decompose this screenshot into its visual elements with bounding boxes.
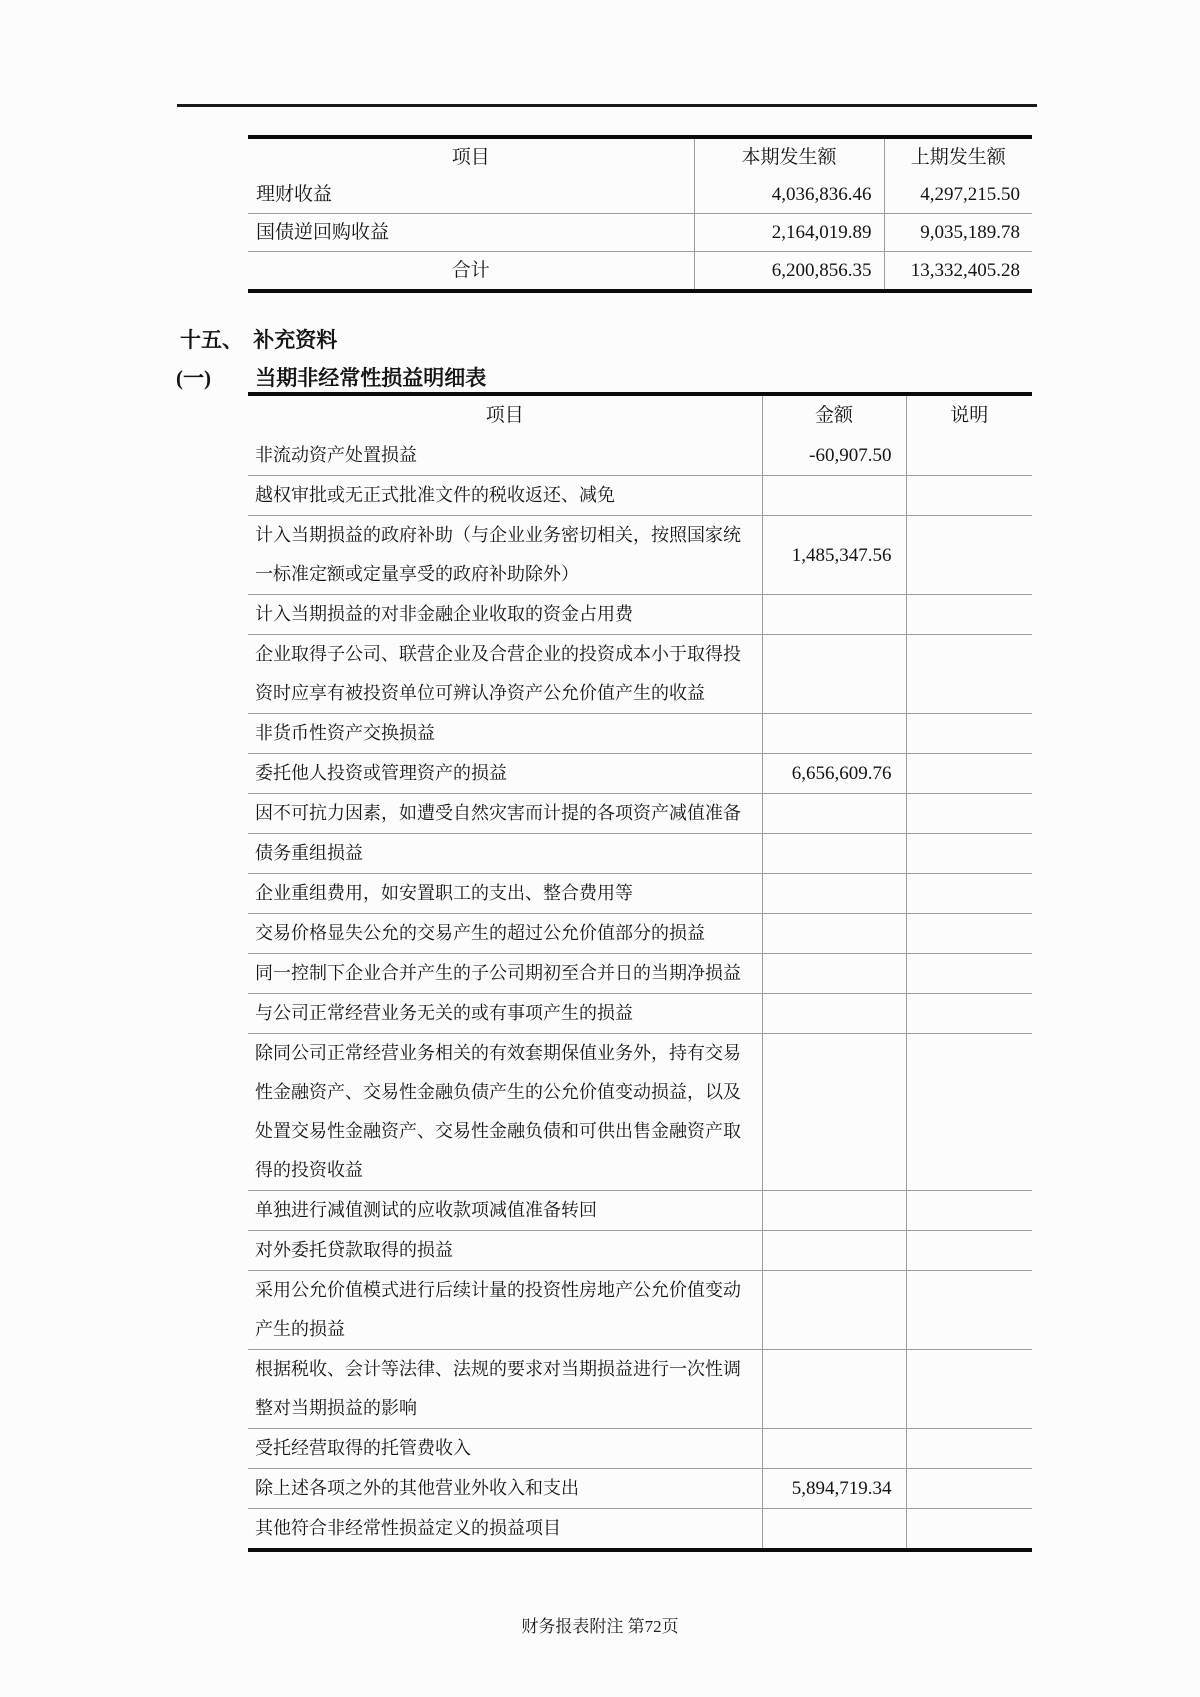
note-cell — [906, 1034, 1032, 1191]
current-amount-cell: 6,200,856.35 — [694, 252, 884, 292]
income-summary-table — [248, 135, 1032, 293]
note-cell — [906, 914, 1032, 954]
amount-cell — [762, 1429, 906, 1469]
amount-cell — [762, 874, 906, 914]
amount-cell — [762, 794, 906, 834]
note-cell — [906, 476, 1032, 516]
table-header-row — [248, 394, 1032, 436]
note-cell — [906, 1509, 1032, 1551]
item-cell: 除上述各项之外的其他营业外收入和支出 — [248, 1469, 762, 1509]
amount-cell — [762, 1034, 906, 1191]
item-cell: 同一控制下企业合并产生的子公司期初至合并日的当期净损益 — [248, 954, 762, 994]
note-cell — [906, 1191, 1032, 1231]
note-cell — [906, 436, 1032, 476]
note-cell — [906, 874, 1032, 914]
subsection-number: (一) — [176, 366, 211, 390]
item-cell: 理财收益 — [248, 176, 694, 214]
note-cell — [906, 714, 1032, 754]
item-cell: 非流动资产处置损益 — [248, 436, 762, 476]
section-title: 补充资料 — [253, 328, 338, 352]
table-row — [248, 1034, 1032, 1191]
table-row — [248, 954, 1032, 994]
table-row — [248, 595, 1032, 635]
amount-cell: 5,894,719.34 — [762, 1469, 906, 1509]
table-header-row — [248, 137, 1032, 176]
amount-cell — [762, 834, 906, 874]
item-cell: 非货币性资产交换损益 — [248, 714, 762, 754]
item-cell: 与公司正常经营业务无关的或有事项产生的损益 — [248, 994, 762, 1034]
table-row — [248, 214, 1032, 252]
table-row — [248, 252, 1032, 292]
item-cell: 越权审批或无正式批准文件的税收返还、减免 — [248, 476, 762, 516]
amount-cell — [762, 914, 906, 954]
prior-amount-cell: 9,035,189.78 — [920, 222, 1020, 243]
table-row — [248, 476, 1032, 516]
amount-cell — [762, 1231, 906, 1271]
item-cell: 计入当期损益的政府补助（与企业业务密切相关，按照国家统一标准定额或定量享受的政府补助除外） — [248, 516, 762, 595]
item-cell: 债务重组损益 — [248, 834, 762, 874]
item-cell: 其他符合非经常性损益定义的损益项目 — [248, 1509, 762, 1551]
amount-cell — [762, 994, 906, 1034]
amount-cell — [762, 476, 906, 516]
item-cell: 根据税收、会计等法律、法规的要求对当期损益进行一次性调整对当期损益的影响 — [248, 1350, 762, 1429]
table-row — [248, 1350, 1032, 1429]
subsection-heading — [176, 364, 486, 392]
item-cell: 委托他人投资或管理资产的损益 — [248, 754, 762, 794]
item-cell: 交易价格显失公允的交易产生的超过公允价值部分的损益 — [248, 914, 762, 954]
prior-amount-cell: 4,297,215.50 — [920, 184, 1020, 205]
amount-cell: 6,656,609.76 — [762, 754, 906, 794]
amount-cell — [762, 1509, 906, 1551]
item-cell: 因不可抗力因素，如遭受自然灾害而计提的各项资产减值准备 — [248, 794, 762, 834]
column-header-current: 本期发生额 — [694, 137, 884, 176]
note-cell — [906, 754, 1032, 794]
section-heading — [180, 326, 337, 354]
table-row — [248, 1191, 1032, 1231]
amount-cell — [762, 954, 906, 994]
table-row — [248, 794, 1032, 834]
table-row — [248, 994, 1032, 1034]
column-header-note: 说明 — [950, 405, 989, 426]
table-row — [248, 874, 1032, 914]
column-header-item: 项目 — [248, 394, 762, 436]
table-row — [248, 1231, 1032, 1271]
note-cell — [906, 1350, 1032, 1429]
note-cell — [906, 1429, 1032, 1469]
note-cell — [906, 794, 1032, 834]
current-amount-cell: 2,164,019.89 — [694, 214, 884, 252]
item-cell: 计入当期损益的对非金融企业收取的资金占用费 — [248, 595, 762, 635]
page-footer: 财务报表附注 第72页 — [521, 1617, 679, 1636]
table-row — [248, 1271, 1032, 1350]
item-cell: 对外委托贷款取得的损益 — [248, 1231, 762, 1271]
column-header-amount: 金额 — [762, 394, 906, 436]
column-header-prior: 上期发生额 — [910, 147, 1006, 168]
amount-cell — [762, 1350, 906, 1429]
note-cell — [906, 1271, 1032, 1350]
item-cell: 单独进行减值测试的应收款项减值准备转回 — [248, 1191, 762, 1231]
amount-cell — [762, 635, 906, 714]
amount-cell — [762, 714, 906, 754]
section-number: 十五、 — [180, 328, 243, 352]
note-cell — [906, 635, 1032, 714]
amount-cell: 1,485,347.56 — [762, 516, 906, 595]
note-cell — [906, 1469, 1032, 1509]
note-cell — [906, 994, 1032, 1034]
page-header-rule — [177, 104, 1037, 107]
item-cell: 受托经营取得的托管费收入 — [248, 1429, 762, 1469]
prior-amount-cell: 13,332,405.28 — [910, 260, 1020, 281]
amount-cell — [762, 1191, 906, 1231]
subsection-title: 当期非经常性损益明细表 — [255, 366, 487, 390]
table-row — [248, 754, 1032, 794]
column-header-item: 项目 — [248, 137, 694, 176]
table-row — [248, 914, 1032, 954]
item-cell: 企业取得子公司、联营企业及合营企业的投资成本小于取得投资时应享有被投资单位可辨认净资产公允价值产生的收益 — [248, 635, 762, 714]
note-cell — [906, 834, 1032, 874]
table-row — [248, 714, 1032, 754]
table-row — [248, 834, 1032, 874]
table-row — [248, 1469, 1032, 1509]
item-cell: 采用公允价值模式进行后续计量的投资性房地产公允价值变动产生的损益 — [248, 1271, 762, 1350]
table-row — [248, 516, 1032, 595]
item-cell: 企业重组费用，如安置职工的支出、整合费用等 — [248, 874, 762, 914]
table-row — [248, 436, 1032, 476]
item-cell: 合计 — [248, 252, 694, 292]
table-row — [248, 635, 1032, 714]
amount-cell — [762, 595, 906, 635]
table-row — [248, 1429, 1032, 1469]
item-cell: 国债逆回购收益 — [248, 214, 694, 252]
amount-cell — [762, 1271, 906, 1350]
table-row — [248, 1509, 1032, 1551]
item-cell: 除同公司正常经营业务相关的有效套期保值业务外，持有交易性金融资产、交易性金融负债产生的公允价值变动损益，以及处置交易性金融资产、交易性金融负债和可供出售金融资产取得的投资收益 — [248, 1034, 762, 1191]
current-amount-cell: 4,036,836.46 — [694, 176, 884, 214]
amount-cell: -60,907.50 — [762, 436, 906, 476]
note-cell — [906, 1231, 1032, 1271]
note-cell — [906, 516, 1032, 595]
table-row — [248, 176, 1032, 214]
note-cell — [906, 954, 1032, 994]
note-cell — [906, 595, 1032, 635]
non-recurring-items-table — [248, 392, 1032, 1552]
